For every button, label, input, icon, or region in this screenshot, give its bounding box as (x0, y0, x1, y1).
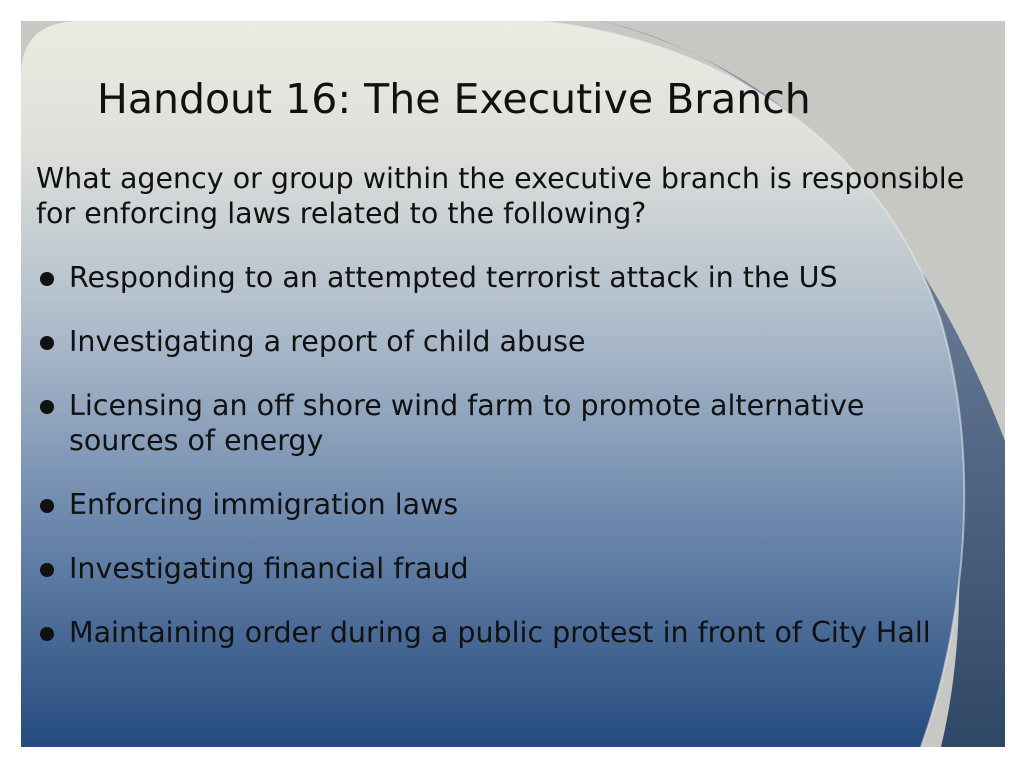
bullet-text: Investigating a report of child abuse (69, 325, 586, 358)
slide-title: Handout 16: The Executive Branch (97, 75, 811, 123)
list-item (36, 388, 981, 458)
bullet-icon (40, 272, 54, 286)
bullet-text: Licensing an off shore wind farm to promote alternative sources of energy (69, 389, 865, 457)
bullet-icon (40, 563, 54, 577)
bullet-icon (40, 627, 54, 641)
list-item (36, 260, 981, 295)
intro-question: What agency or group within the executive branch is responsible for enforcing laws related to the following? (36, 162, 965, 230)
bullet-text: Responding to an attempted terrorist attack in the US (69, 261, 838, 294)
list-item (36, 551, 981, 586)
slide (21, 21, 1005, 747)
bullet-text: Investigating financial fraud (69, 552, 469, 585)
bullet-icon (40, 336, 54, 350)
list-item (36, 615, 981, 650)
bullet-list (36, 260, 981, 650)
list-item (36, 487, 981, 522)
bullet-text: Enforcing immigration laws (69, 488, 459, 521)
bullet-icon (40, 400, 54, 414)
slide-content (36, 161, 981, 650)
list-item (36, 324, 981, 359)
bullet-text: Maintaining order during a public protest in front of City Hall (69, 616, 931, 649)
bullet-icon (40, 499, 54, 513)
